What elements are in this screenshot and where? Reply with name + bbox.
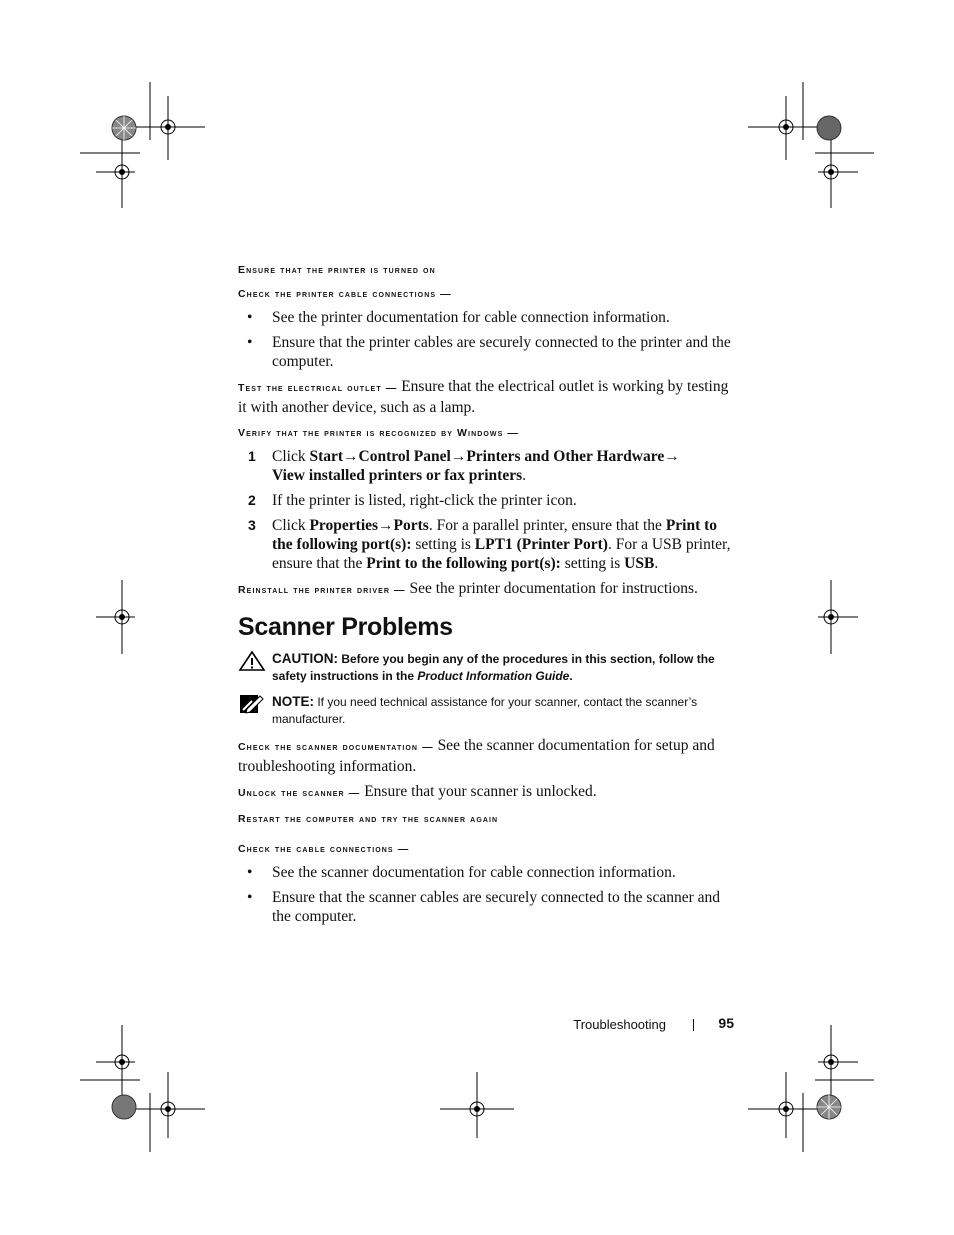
paragraph-text: Ensure that the electrical outlet is working by testing it with another device, such as a lamp. [238, 378, 729, 416]
run-in-heading: Restart the computer and try the scanner again [238, 813, 499, 825]
page-footer [560, 1015, 738, 1035]
content-column [238, 260, 738, 926]
run-in-heading: Verify that the printer is recognized by Windows — [238, 427, 520, 439]
paragraph-text: See the scanner documentation for setup and troubleshooting information. [238, 737, 715, 775]
windows-steps [238, 447, 738, 573]
heading-printer-cable [238, 284, 738, 302]
step-item: 1 Click Start→Control Panel→Printers and Other Hardware→ View installed printers or fax printers. [248, 448, 680, 484]
paragraph-outlet [238, 377, 738, 417]
paragraph-scanner-doc [238, 736, 738, 776]
run-in-heading: Unlock the scanner — [238, 787, 361, 799]
run-in-heading: Ensure that the printer is turned on [238, 264, 436, 276]
step-item: 3 Click Properties→Ports. For a parallel printer, ensure that the Print to the following port(s): setting is LPT1 (Printer Port). For a USB printer, ensure that the Print to the following port(s): setting is USB. [248, 517, 731, 572]
scanner-cable-list [238, 863, 738, 926]
list-item: • Ensure that the scanner cables are securely connected to the scanner and the computer. [247, 889, 720, 925]
heading-windows [238, 423, 738, 441]
heading-scanner-cable [238, 839, 738, 857]
run-in-heading: Check the cable connections — [238, 843, 410, 855]
paragraph-text: Ensure that your scanner is unlocked. [360, 783, 597, 800]
note-notice: NOTE: If you need technical assistance for your scanner, contact the scanner’s manufacturer. [238, 693, 738, 728]
run-in-heading: Check the scanner documentation — [238, 741, 434, 753]
run-in-heading: Reinstall the printer driver — [238, 584, 406, 596]
page-number: 95 [718, 1015, 734, 1031]
paragraph-driver [238, 579, 738, 600]
paragraph-unlock [238, 782, 738, 803]
heading-restart [238, 809, 738, 827]
caution-notice: CAUTION: Before you begin any of the procedures in this section, follow the safety instructions in the Product Information Guide. [238, 650, 738, 685]
caution-triangle-icon [238, 650, 266, 677]
list-item: • Ensure that the printer cables are securely connected to the printer and the computer. [247, 334, 731, 370]
step-item: 2 If the printer is listed, right-click the printer icon. [248, 492, 577, 509]
list-item: • See the scanner documentation for cable connection information. [247, 864, 676, 881]
note-pencil-icon [238, 693, 264, 720]
run-in-heading: Test the electrical outlet — [238, 382, 398, 394]
paragraph-text: See the printer documentation for instructions. [405, 580, 698, 597]
section-heading: Scanner Problems [238, 613, 453, 641]
list-item: • See the printer documentation for cable connection information. [247, 309, 670, 326]
footer-divider [693, 1019, 694, 1031]
run-in-heading: Check the printer cable connections — [238, 288, 452, 300]
heading-printer-on [238, 260, 738, 278]
footer-title: Troubleshooting [573, 1017, 666, 1032]
printer-cable-list [238, 308, 738, 371]
